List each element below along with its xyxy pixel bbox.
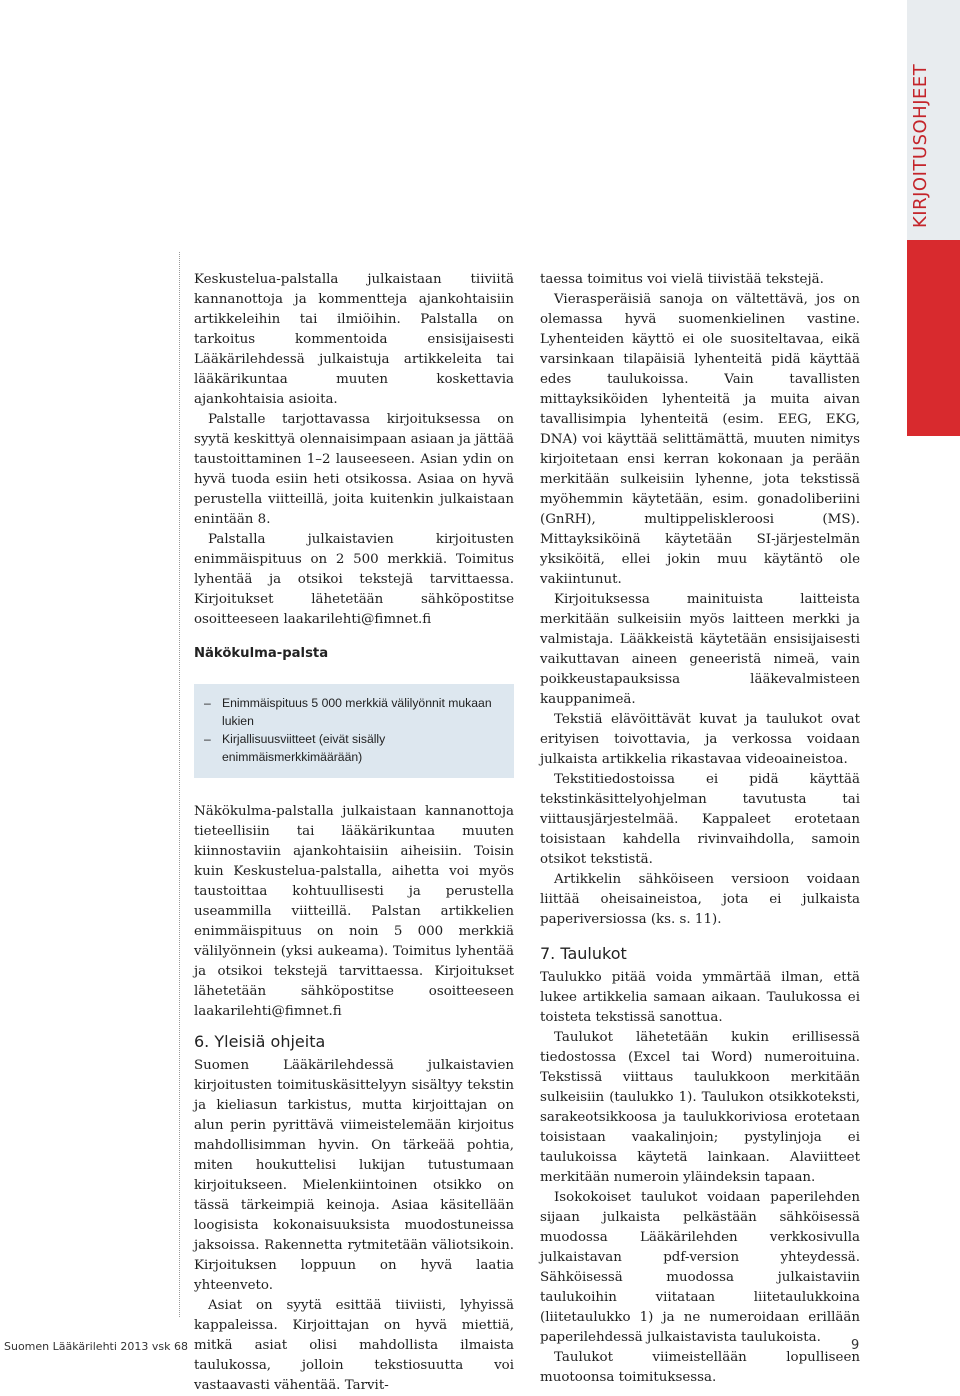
info-box: [194, 684, 514, 778]
page-number: 9: [851, 1338, 860, 1353]
right-column: [540, 270, 860, 1388]
section-label: KIRJOITUSOHJEET: [910, 63, 931, 228]
paragraph: Tekstitiedostoissa ei pidä käyttää tekstinkäsittelyohjelman tavutusta tai viittausjärjestelmää. Kappaleet erotetaan toisistaan kahdella rivinvaihdolla, samoin otsikot tekstistä.: [540, 772, 860, 867]
paragraph: Palstalla julkaistavien kirjoitusten enimmäispituus on 2 500 merkkiä. Toimitus lyhentää ja otsikoi tekstejä tarvittaessa. Kirjoitukset lähetetään sähköpostitse osoitteeseen laakarilehti@fimnet.fi: [194, 532, 514, 627]
paragraph: Suomen Lääkärilehdessä julkaistavien kirjoitusten toimituskäsittelyyn sisältyy tekstin ja kieliasun tarkistus, mutta kirjoittajan on alun perin pyrittävä viimeistelemään kirjoitus mahdollisimman hyvin. On tärkeää pohtia, miten houkuttelisi lukijan tutustumaan kirjoitukseen. Mielenkiintoinen otsikko on tässä tärkeimpiä keinoja. Asiaa käsitellään loogisista kokonaisuuksista muodostuneissa jaksoissa. Rakennetta rytmitetään väliotsikoin. Kirjoituksen loppuun on hyvä laatia yhteenveto.: [194, 1058, 514, 1293]
paragraph: Kirjoituksessa mainituista laitteista merkitään sulkeisiin myös laitteen merkki ja valmistaja. Lääkkeistä käytetään ensisijaisesti vaikuttavan aineen geneeristä nimeä, vain poikkeustapauksissa lääkevalmisteen kauppanimeä.: [540, 592, 860, 707]
left-column: [194, 270, 514, 1396]
paragraph: Isokokoiset taulukot voidaan paperilehden sijaan julkaista pelkästään sähköisessä muodossa Lääkärilehden verkkosivulla julkaistavan pdf-version yhteydessä. Sähköisessä muodossa julkaistaviin taulukoihin viitataan liitetaulukkoina (liitetaulukko 1) ja ne numeroidaan erillään paperilehdessä julkaistavista taulukoista.: [540, 1190, 860, 1345]
paragraph: Asiat on syytä esittää tiiviisti, lyhyissä kappaleissa. Kirjoittajan on hyvä miettiä, mitkä asiat olisi mahdollista ilmaista taulukossa, jolloin tekstiosuutta voi vastaavasti vähentää. Tarvit-: [194, 1298, 514, 1393]
list-item: – Kirjallisuusviitteet (eivät sisälly enimmäismerkkimäärään): [204, 732, 386, 764]
paragraph: Palstalle tarjottavassa kirjoituksessa on syytä keskittyä olennaisimpaan asiaan ja jättää taustoittaminen 1–2 lauseeseen. Asian ydin on hyvä tuoda esiin heti otsikossa. Asiaa on hyvä perustella viitteillä, joita kuitenkin julkaistaan enintään 8.: [194, 412, 514, 527]
paragraph: Keskustelua-palstalla julkaistaan tiiviitä kannanottoja ja kommentteja ajankohtaisiin artikkeleihin tai ilmiöihin. Palstalla on tarkoitus kommentoida ensisijaisesti Lääkärilehdessä julkaistuja artikkeleita tai lääkärikuntaa muuten koskettavia ajankohtaisia asioita.: [194, 272, 514, 407]
paragraph: Taulukot lähetetään kukin erillisessä tiedostossa (Excel tai Word) numeroituina. Tekstissä viittaus taulukkoon merkitään sulkeisiin (taulukko 1). Taulukon otsikkoteksti, sarakeotsikkoosa ja taulukkoriviosa erotetaan toisistaan vaakalinjoin; pystylinjoja ei taulukoissa käytetä lainkaan. Alaviitteet merkitään numeroin yläindeksin tapaan.: [540, 1030, 860, 1185]
paragraph: Artikkelin sähköiseen versioon voidaan liittää oheisaineistoa, jota ei julkaista paperiversiossa (ks. s. 11).: [540, 872, 860, 927]
paragraph: Näkökulma-palstalla julkaistaan kannanottoja tieteellisiin tai lääkärikuntaa muuten kiinnostaviin ajankohtaisiin aiheisiin. Toisin kuin Keskustelua-palstalla, aihetta voi myös taustoittaa kohtuullisesti ja perustella useammilla viitteillä. Palstan artikkelien enimmäispituus on noin 5 000 merkkiä välilyönnein (yksi aukeama). Toimitus lyhentää ja otsikoi tekstejä tarvittaessa. Kirjoitukset lähetetään sähköpostitse osoitteeseen laakarilehti@fimnet.fi: [194, 804, 514, 1019]
section-sidebar-accent: [907, 240, 960, 436]
paragraph: Taulukot viimeistellään lopulliseen muotoonsa toimituksessa.: [540, 1350, 860, 1385]
paragraph: Tekstiä elävöittävät kuvat ja taulukot ovat erityisen toivottavia, ja verkossa voidaan julkaista artikkelia rikastavaa videoaineistoa.: [540, 712, 860, 767]
section-heading-6: 6. Yleisiä ohjeita: [194, 1032, 326, 1051]
column-rule: [179, 252, 180, 1317]
paragraph: Taulukko pitää voida ymmärtää ilman, että lukee artikkelia samaan aikaan. Taulukossa ei toisteta tekstissä sanottua.: [540, 970, 860, 1025]
footer-journal: Suomen Lääkärilehti 2013 vsk 68: [4, 1340, 188, 1353]
paragraph: Vierasperäisiä sanoja on vältettävä, jos on olemassa hyvä suomenkielinen vastine. Lyhenteiden käyttö ei ole suositeltavaa, eikä varsinkaan tilapäisiä lyhenteitä pidä käyttää edes taulukoissa. Vain tavallisten mittayksiköiden lyhenteitä ja muita aivan tavallisimpia lyhenteitä (esim. EEG, EKG, DNA) voi käyttää selittämättä, muuten nimitys kirjoitetaan ensi kerran kokonaan ja perään merkitään sulkeisiin lyhenne, jota tekstissä myöhemmin käytetään, esim. gonadoliberiini (GnRH), multippeliskleroosi (MS). Mittayksiköinä käytetään SI-järjestelmän yksiköitä, ellei jokin muu käytäntö ole vakiintunut.: [540, 292, 860, 587]
section-heading-7: 7. Taulukot: [540, 944, 627, 963]
list-item: – Enimmäispituus 5 000 merkkiä välilyönnit mukaan lukien: [204, 696, 492, 728]
paragraph: taessa toimitus voi vielä tiivistää tekstejä.: [540, 272, 824, 287]
subheading-nakokulma: Näkökulma-palsta: [194, 646, 329, 661]
